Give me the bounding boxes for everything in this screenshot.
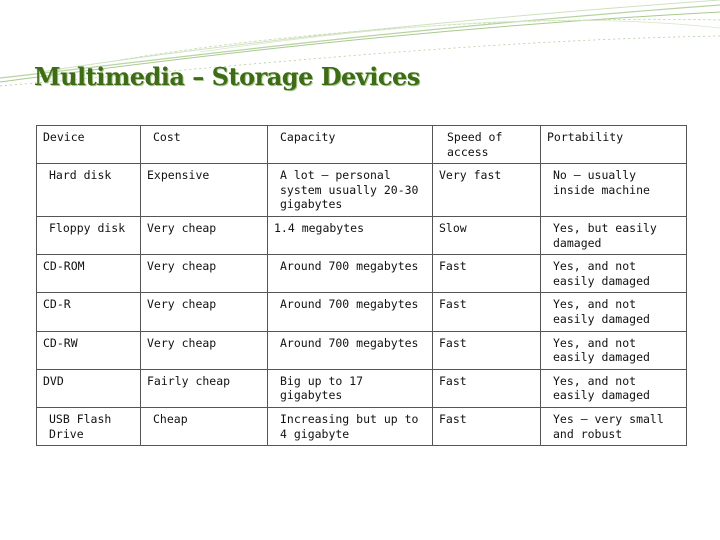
cell-capacity: Around 700 megabytes: [268, 293, 433, 331]
cell-speed: Fast: [433, 293, 541, 331]
cell-speed: Fast: [433, 331, 541, 369]
cell-portability: Yes, and not easily damaged: [541, 369, 687, 407]
cell-speed: Very fast: [433, 164, 541, 217]
cell-device: DVD: [37, 369, 141, 407]
cell-capacity: 1.4 megabytes: [268, 216, 433, 254]
cell-cost: Fairly cheap: [141, 369, 268, 407]
cell-device: Floppy disk: [37, 216, 141, 254]
header-speed: Speed of access: [433, 126, 541, 164]
cell-device: CD-RW: [37, 331, 141, 369]
cell-speed: Fast: [433, 407, 541, 445]
header-cost: Cost: [141, 126, 268, 164]
table-row: [37, 293, 687, 331]
cell-speed: Fast: [433, 369, 541, 407]
storage-devices-table: [36, 125, 687, 446]
cell-capacity: Around 700 megabytes: [268, 255, 433, 293]
table-row: [37, 255, 687, 293]
cell-speed: Fast: [433, 255, 541, 293]
cell-portability: Yes, and not easily damaged: [541, 255, 687, 293]
cell-capacity: Increasing but up to 4 gigabyte: [268, 407, 433, 445]
table-header-row: [37, 126, 687, 164]
cell-speed: Slow: [433, 216, 541, 254]
cell-portability: Yes, and not easily damaged: [541, 331, 687, 369]
slide-title: Multimedia – Storage Devices: [34, 62, 420, 91]
cell-cost: Very cheap: [141, 255, 268, 293]
cell-portability: Yes, but easily damaged: [541, 216, 687, 254]
cell-device: Hard disk: [37, 164, 141, 217]
table-row: [37, 369, 687, 407]
header-device: Device: [37, 126, 141, 164]
cell-cost: Very cheap: [141, 331, 268, 369]
cell-device: CD-ROM: [37, 255, 141, 293]
table-row: [37, 216, 687, 254]
cell-capacity: Big up to 17 gigabytes: [268, 369, 433, 407]
cell-capacity: Around 700 megabytes: [268, 331, 433, 369]
cell-portability: Yes – very small and robust: [541, 407, 687, 445]
header-capacity: Capacity: [268, 126, 433, 164]
cell-cost: Cheap: [141, 407, 268, 445]
table-row: [37, 164, 687, 217]
cell-portability: Yes, and not easily damaged: [541, 293, 687, 331]
cell-portability: No – usually inside machine: [541, 164, 687, 217]
table-row: [37, 331, 687, 369]
cell-device: USB Flash Drive: [37, 407, 141, 445]
cell-device: CD-R: [37, 293, 141, 331]
table-row: [37, 407, 687, 445]
cell-cost: Very cheap: [141, 216, 268, 254]
header-portability: Portability: [541, 126, 687, 164]
cell-cost: Very cheap: [141, 293, 268, 331]
cell-capacity: A lot – personal system usually 20-30 gigabytes: [268, 164, 433, 217]
cell-cost: Expensive: [141, 164, 268, 217]
